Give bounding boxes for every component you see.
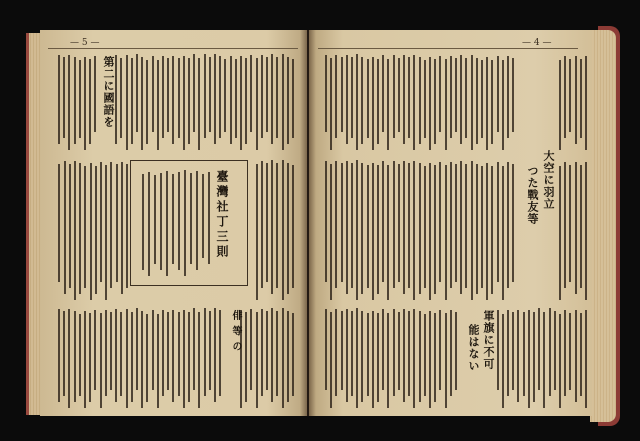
text-line [276,57,278,138]
text-line [74,311,76,402]
right-page-number: — 4 — [522,38,552,48]
text-line [481,166,483,288]
text-line [276,163,278,288]
text-line [387,165,389,300]
text-line [517,310,519,402]
text-line [292,59,294,138]
text-line [512,164,514,282]
text-line [502,314,504,408]
text-line [356,308,358,408]
text-line [90,163,92,300]
text-line [382,55,384,132]
text-line [193,54,195,132]
text-line [330,312,332,408]
text-line [455,58,457,132]
text-line [292,165,294,288]
text-line [167,58,169,132]
text-line [250,309,252,390]
text-line [439,310,441,390]
text-line [178,312,180,396]
text-line [183,310,185,408]
text-line [261,161,263,288]
text-line [502,166,504,300]
text-line [398,58,400,132]
text-line [63,311,65,396]
text-line [471,161,473,300]
text-line [450,310,452,396]
text-line [209,311,211,390]
text-line [250,55,252,132]
text-line [585,56,587,150]
text-line [497,162,499,282]
text-line [445,165,447,300]
text-line [266,57,268,132]
text-line [84,166,86,288]
text-line [585,162,587,300]
text-line [387,313,389,408]
text-line [120,312,122,396]
text-line [121,162,123,294]
text-line [569,165,571,282]
text-line [84,57,86,150]
text-line [569,313,571,390]
text-line [261,55,263,138]
left-section-heading: 第二に國語を [102,56,115,128]
text-line [471,55,473,150]
text-line [554,311,556,390]
text-line [382,161,384,282]
text-line [198,312,200,408]
text-line [292,313,294,396]
left-header-rule [48,48,298,49]
text-line [356,54,358,150]
text-line [110,162,112,288]
text-line [330,164,332,300]
text-line [256,58,258,150]
text-line [367,165,369,288]
text-line [445,313,447,408]
text-line [387,59,389,150]
text-line [271,160,273,294]
text-line [245,312,247,402]
text-line [372,163,374,300]
text-line [287,57,289,144]
text-line [105,165,107,300]
text-line [256,312,258,408]
book-gutter [300,30,316,416]
text-line [335,309,337,396]
text-line [439,162,441,282]
right-header-rule [318,48,578,49]
text-line [450,56,452,138]
text-line [325,161,327,282]
text-line [224,59,226,132]
right-bottom-heading-line-1: 軍旗に不可 [482,310,495,370]
text-line [497,56,499,132]
text-line [79,163,81,294]
text-line [282,54,284,150]
text-line [398,312,400,390]
text-line [214,308,216,402]
text-line [372,311,374,408]
text-line [434,313,436,402]
text-line [549,308,551,396]
text-line [131,312,133,402]
text-line [575,310,577,402]
text-line [193,308,195,390]
text-line [569,59,571,132]
text-line [351,163,353,288]
text-line [372,57,374,150]
text-line [455,312,457,390]
text-line [341,311,343,390]
text-line [79,60,81,138]
text-line [377,165,379,294]
text-line [271,308,273,402]
text-line [287,163,289,294]
text-line [214,54,216,144]
text-line [429,163,431,300]
text-line [434,165,436,294]
text-line [575,162,577,294]
text-line [115,309,117,402]
text-line [393,55,395,138]
text-line [413,161,415,300]
text-line [276,311,278,396]
text-line [580,59,582,138]
text-line [465,164,467,288]
text-line [460,161,462,294]
text-line [68,55,70,150]
text-line [188,312,190,402]
text-line [507,56,509,138]
text-line [559,166,561,300]
text-line [419,163,421,294]
text-line [120,58,122,138]
text-line [502,60,504,150]
text-line [89,313,91,402]
text-line [245,58,247,144]
text-line [408,311,410,396]
text-line [346,55,348,144]
text-line [361,311,363,402]
text-line [408,57,410,138]
text-line [157,314,159,408]
text-line [580,313,582,396]
text-line [476,58,478,144]
text-line [58,164,60,282]
text-line [64,161,66,294]
text-line [58,55,60,144]
text-line [346,309,348,402]
text-line [413,309,415,408]
text-line [491,60,493,144]
text-line [282,308,284,408]
text-line [575,56,577,144]
right-bottom-heading-line-2: 能はない [467,324,480,372]
text-line [172,310,174,402]
text-line [377,59,379,144]
text-line [497,310,499,390]
text-line [157,60,159,150]
text-line [188,58,190,144]
text-line [356,160,358,300]
text-line [346,161,348,294]
text-line [126,309,128,408]
text-line [445,59,447,150]
text-line [424,60,426,138]
text-line [126,55,128,150]
text-line [533,312,535,402]
text-line [105,310,107,396]
text-line [564,56,566,138]
text-line [512,312,514,390]
text-line [528,310,530,408]
text-line [559,314,561,408]
text-line [382,309,384,390]
text-line [69,164,71,288]
text-line [419,311,421,402]
text-line [116,164,118,282]
text-line [403,161,405,294]
text-line [172,56,174,144]
text-line [178,58,180,138]
text-line [146,314,148,402]
text-line [367,313,369,396]
text-line [419,57,421,144]
text-line [486,57,488,150]
text-line [167,312,169,390]
text-line [491,166,493,294]
text-line [335,161,337,288]
text-line [351,57,353,138]
text-line [219,310,221,396]
text-line [439,56,441,132]
text-line [162,310,164,396]
text-line [204,308,206,396]
text-line [564,310,566,396]
text-line [538,308,540,390]
left-page-number: — 5 — [70,38,100,48]
text-line [507,162,509,288]
left-boxed-title: 臺灣社丁三則 [215,170,229,260]
text-line [256,164,258,300]
text-line [351,311,353,396]
text-line [74,57,76,144]
text-line [361,163,363,294]
text-line [424,166,426,288]
text-line [95,166,97,294]
text-line [146,60,148,144]
text-line [282,160,284,300]
text-line [126,164,128,288]
text-line [219,56,221,138]
text-line [58,309,60,402]
text-line [341,163,343,282]
text-line [460,55,462,144]
text-line [486,163,488,300]
text-line [204,54,206,138]
text-line [63,57,65,138]
text-line [408,163,410,288]
text-line [152,310,154,390]
left-bottom-heading: 俳 等 の [230,310,241,352]
text-line [367,59,369,138]
text-line [209,57,211,132]
text-line [74,161,76,300]
text-line [455,164,457,282]
text-line [377,313,379,402]
text-line [585,310,587,408]
text-line [136,54,138,132]
text-line [68,309,70,408]
text-line [434,59,436,144]
text-line [152,56,154,132]
text-line [523,312,525,396]
text-line [512,58,514,132]
text-line [271,54,273,144]
text-line [413,55,415,150]
right-heading-line-2: つた戰友等 [526,165,539,225]
text-line [429,57,431,150]
text-line [266,311,268,390]
text-line [162,56,164,138]
text-line [393,309,395,396]
text-line [335,55,337,138]
text-line [559,60,561,150]
text-line [403,309,405,402]
text-line [110,312,112,390]
text-line [287,311,289,402]
text-line [507,310,509,396]
text-line [361,57,363,144]
text-line [266,163,268,282]
text-line [341,57,343,132]
text-line [564,162,566,288]
right-heading-line-1: 大空に羽立 [542,150,555,210]
text-line [94,310,96,390]
text-line [89,59,91,144]
text-line [94,56,96,132]
text-line [240,56,242,150]
text-line [580,165,582,288]
text-line [325,55,327,132]
text-line [230,56,232,144]
page-edges-right [590,30,616,422]
text-line [476,164,478,294]
text-line [424,314,426,396]
text-line [141,311,143,408]
text-line [465,58,467,138]
text-line [136,308,138,390]
text-line [543,312,545,408]
text-line [84,311,86,408]
text-line [79,314,81,396]
text-line [235,59,237,138]
text-line [198,58,200,150]
text-line [403,55,405,144]
text-line [325,309,327,390]
text-line [183,56,185,150]
text-line [131,58,133,144]
text-line [100,313,102,408]
text-line [450,162,452,288]
text-line [481,60,483,138]
text-line [398,164,400,282]
text-line [141,57,143,150]
text-line [100,162,102,282]
text-line [330,58,332,150]
text-line [393,161,395,288]
text-line [429,311,431,408]
text-line [261,309,263,396]
